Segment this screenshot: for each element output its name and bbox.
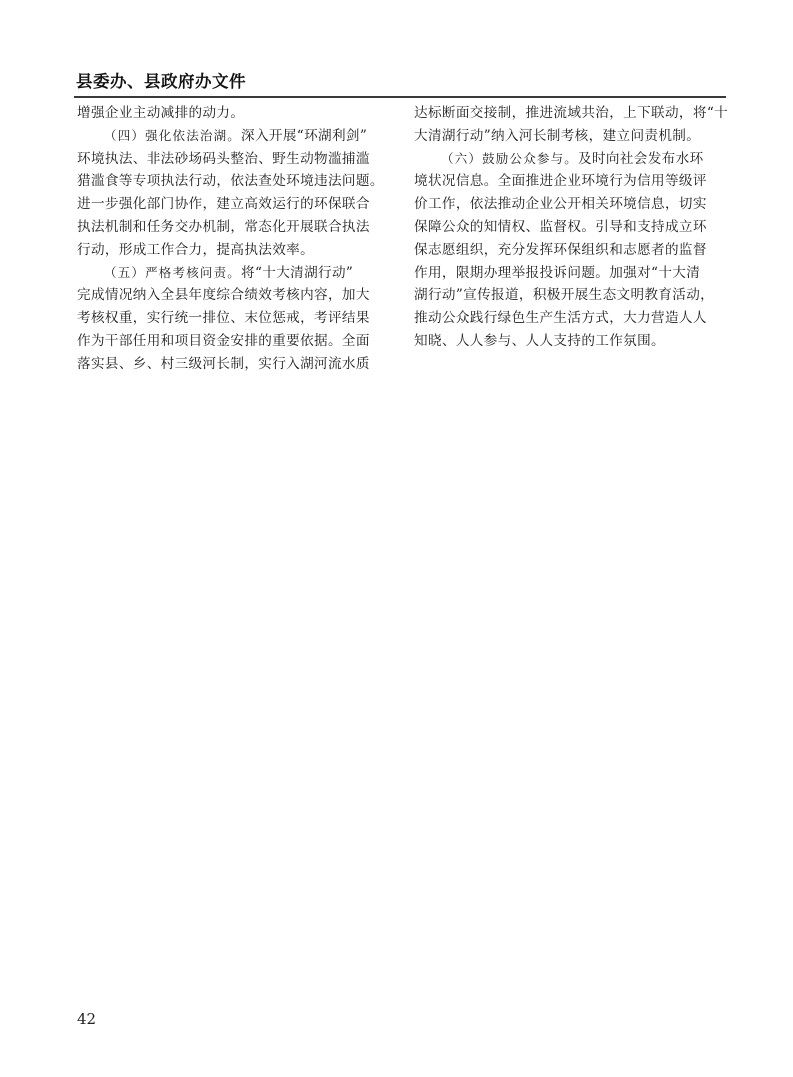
section-heading: （四）强化依法治湖。	[104, 127, 242, 143]
header-title: 县委办、县政府办文件	[76, 72, 246, 91]
right-column	[414, 102, 729, 353]
section-paragraph-start	[77, 262, 385, 285]
section-heading: （五）严格考核问责。	[104, 264, 242, 280]
section-paragraph-start	[77, 125, 385, 148]
body-text: 深入开展“环湖利剑”	[241, 127, 368, 144]
body-line: 完成情况纳入全县年度综合绩效考核内容，加大	[77, 287, 370, 304]
body-line: 作用，限期办理举报投诉问题。加强对“十大清	[414, 264, 701, 281]
body-line: 进一步强化部门协作，建立高效运行的环保联合	[77, 196, 370, 213]
left-column	[77, 102, 385, 376]
body-line: 执法机制和任务交办机制，常态化开展联合执法	[77, 218, 370, 235]
section-heading: （六）鼓励公众参与。	[441, 150, 579, 166]
body-line: 作为干部任用和项目资金安排的重要依据。全面	[77, 332, 370, 349]
body-line: 价工作，依法推动企业公开相关环境信息，切实	[414, 196, 707, 213]
body-line: 考核权重，实行统一排位、末位惩戒，考评结果	[77, 310, 370, 327]
body-line: 境状况信息。全面推进企业环境行为信用等级评	[414, 173, 707, 190]
body-line: 行动，形成工作合力，提高执法效率。	[77, 241, 315, 258]
body-line: 大清湖行动”纳入河长制考核，建立问责机制。	[414, 127, 701, 144]
body-line: 猎滥食等专项执法行动，依法查处环境违法问题。	[77, 173, 384, 190]
body-line: 保障公众的知情权、监督权。引导和支持成立环	[414, 218, 707, 235]
body-line: 达标断面交接制，推进流域共治，上下联动，将“十	[414, 105, 729, 121]
body-line: 环境执法、非法砂场码头整治、野生动物滥捕滥	[77, 150, 370, 167]
body-line: 落实县、乡、村三级河长制，实行入湖河流水质	[77, 355, 370, 372]
section-paragraph-start	[414, 148, 722, 171]
body-line: 推动公众践行绿色生产生活方式，大力营造人人	[414, 310, 707, 327]
body-line: 增强企业主动减排的动力。	[77, 105, 245, 121]
body-line: 知晓、人人参与、人人支持的工作氛围。	[414, 332, 665, 349]
body-text: 及时向社会发布水环	[578, 150, 704, 167]
body-text: 将“十大清湖行动”	[241, 264, 354, 281]
body-line: 保志愿组织，充分发挥环保组织和志愿者的监督	[414, 241, 707, 258]
running-header	[74, 62, 726, 98]
page-number: 42	[77, 1010, 97, 1028]
body-line: 湖行动”宣传报道，积极开展生态文明教育活动，	[414, 287, 715, 304]
